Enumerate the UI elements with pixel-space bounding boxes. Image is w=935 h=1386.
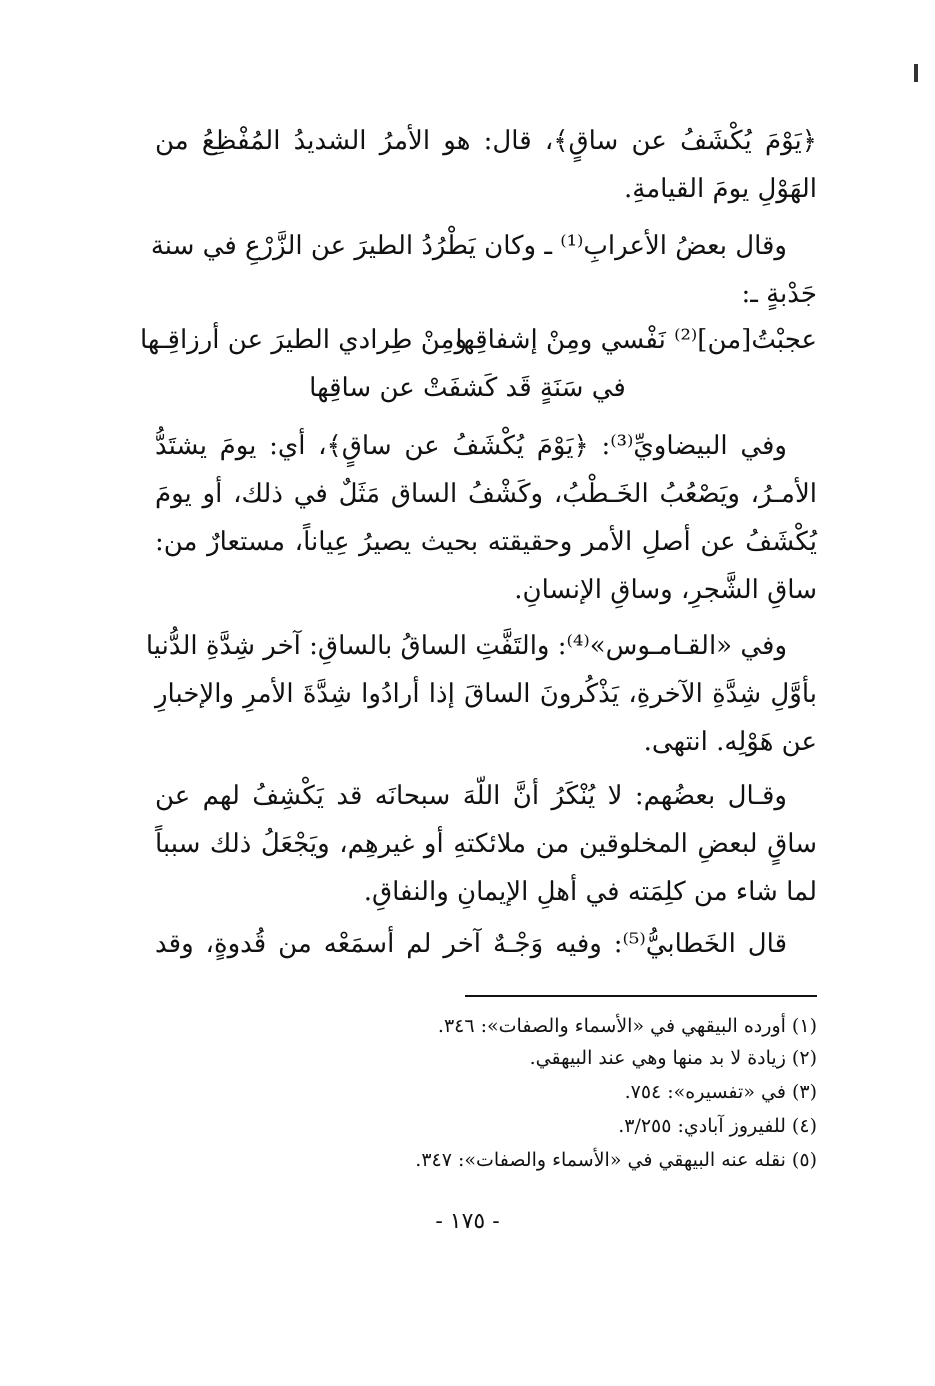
- paragraph-3-line-3: يُكْشَفُ عن أصلِ الأمر وحقيقته بحيث يصيرُ عِياناً، مستعارٌ من:: [155, 527, 817, 557]
- paragraph-4-line-1: وفي «القـامـوس»⁽⁴⁾: والتَفَّتِ الساقُ بالساقِ: آخر شِدَّةِ الدُّنيا: [145, 631, 787, 661]
- paragraph-3-line-2: الأمـرُ، ويَصْعُبُ الخَـطْبُ، وكَشْفُ الساق مَثَلٌ في ذلك، أو يومَ: [155, 479, 817, 509]
- footnote-separator: [465, 995, 817, 997]
- footnote-5: (٥) نقله عنه البيهقي في «الأسماء والصفات»: ٣٤٧.: [415, 1149, 817, 1171]
- corner-mark: [914, 64, 918, 82]
- paragraph-2-line-2: جَدْبةٍ ـ:: [741, 279, 817, 309]
- page-number: - ١٧٥ -: [435, 1209, 500, 1234]
- footnote-4: (٤) للفيروز آبادي: ٣/٢٥٥.: [618, 1115, 817, 1137]
- paragraph-3-line-4: ساقِ الشَّجرِ، وساقِ الإنسانِ.: [514, 575, 817, 605]
- paragraph-1-line-2: الهَوْلِ يومَ القيامةِ.: [624, 174, 817, 204]
- footnote-2: (٢) زيادة لا بد منها وهي عند البيهقي.: [529, 1047, 817, 1069]
- paragraph-4-line-3: عن هَوْلِه. انتهى.: [643, 727, 817, 757]
- paragraph-5-line-2: ساقٍ لبعضِ المخلوقين من ملائكتهِ أو غيرهِم، ويَجْعَلُ ذلك سبباً: [155, 829, 817, 859]
- footnote-1: (١) أورده البيقهي في «الأسماء والصفات»: ٣٤٦.: [437, 1015, 817, 1037]
- paragraph-5-line-3: لما شاء من كلِمَته في أهلِ الإيمانِ والنفاقِ.: [363, 877, 817, 907]
- paragraph-5-line-1: وقـال بعضُهم: لا يُنْكَرُ أنَّ اللّهَ سبحانَه قد يَكْشِفُ لهم عن: [155, 781, 787, 811]
- verse-hemistich-1: عجبْتُ[من]⁽²⁾ نَفْسي ومِنْ إشفاقِها: [455, 325, 817, 355]
- paragraph-3-line-1: وفي البيضاويِّ⁽³⁾: ﴿يَوْمَ يُكْشَفُ عن ساقٍ﴾، أي: يومَ يشتَدُّ: [155, 431, 787, 461]
- paragraph-4-line-2: بأوَّلِ شِدَّةِ الآخرةِ، يَذْكُرونَ الساقَ إذا أرادُوا شِدَّةَ الأمرِ والإخبارِ: [155, 679, 817, 709]
- paragraph-2-line-1: وقال بعضُ الأعرابِ⁽¹⁾ ـ وكان يَطْرُدُ الطيرَ عن الزَّرْعِ في سنة: [150, 231, 787, 261]
- verse-line-2: في سَنَةٍ قَد كَشفَتْ عن ساقِها: [309, 373, 626, 403]
- verse-hemistich-2: ومِنْ طِرادي الطيرَ عن أرزاقِـها: [140, 325, 468, 355]
- paragraph-6-line-1: قال الخَطابيُّ⁽⁵⁾: وفيه وَجْـهٌ آخر لم أسمَعْه من قُدوةٍ، وقد: [155, 929, 788, 959]
- footnote-3: (٣) في «تفسيره»: ٧٥٤.: [624, 1081, 817, 1103]
- paragraph-1-line-1: ﴿يَوْمَ يُكْشَفُ عن ساقٍ﴾، قال: هو الأمرُ الشديدُ المُفْظِعُ من: [155, 126, 817, 156]
